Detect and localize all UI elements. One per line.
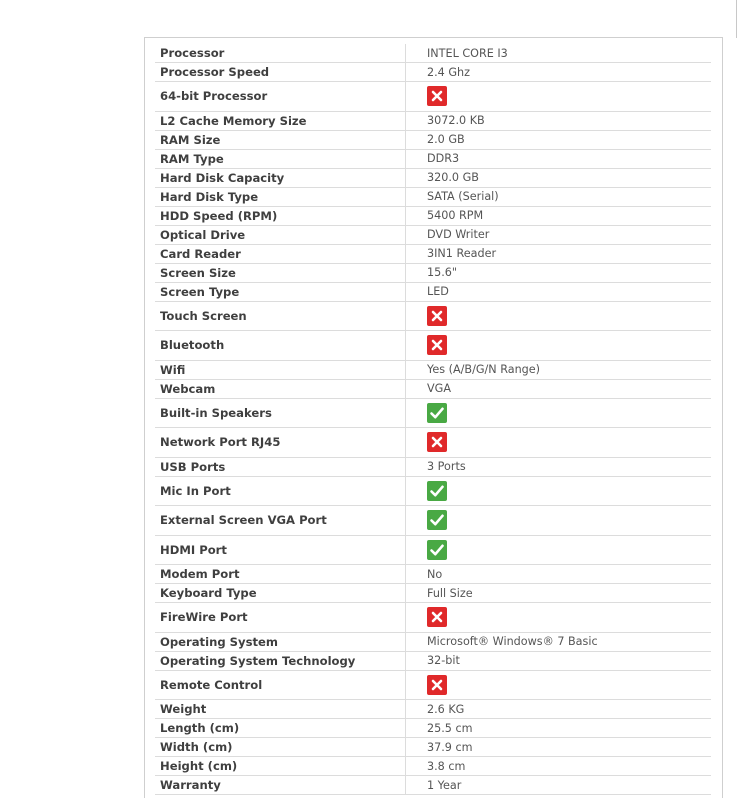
spec-value: 32-bit xyxy=(427,654,460,667)
column-divider xyxy=(405,302,406,331)
column-divider xyxy=(405,458,406,476)
spec-row-operating-system xyxy=(155,633,711,652)
check-icon xyxy=(427,481,447,501)
spec-label: Width (cm) xyxy=(160,740,233,754)
cross-icon xyxy=(427,675,447,695)
spec-label: Hard Disk Capacity xyxy=(160,170,285,185)
spec-value-icon xyxy=(405,607,447,627)
spec-row-wifi xyxy=(155,361,711,380)
spec-value: DVD Writer xyxy=(427,228,490,241)
column-divider xyxy=(405,603,406,632)
cross-icon xyxy=(427,306,447,326)
spec-row-height-cm xyxy=(155,757,711,776)
spec-value: 320.0 GB xyxy=(427,171,479,184)
spec-label: External Screen VGA Port xyxy=(160,513,327,528)
spec-row-hard-disk-type xyxy=(155,188,711,207)
spec-value: DDR3 xyxy=(427,152,460,165)
spec-value: SATA (Serial) xyxy=(427,190,499,203)
spec-row-length-cm xyxy=(155,719,711,738)
cross-icon xyxy=(427,607,447,627)
spec-label: L2 Cache Memory Size xyxy=(160,113,307,128)
spec-value: 3IN1 Reader xyxy=(427,247,497,260)
spec-value: Yes (A/B/G/N Range) xyxy=(427,363,541,376)
spec-row-webcam xyxy=(155,380,711,399)
column-divider xyxy=(405,380,406,398)
column-divider xyxy=(405,245,406,263)
spec-label: Operating System Technology xyxy=(160,653,356,668)
cross-icon xyxy=(427,335,447,355)
spec-row-processor xyxy=(155,44,711,63)
spec-value: 2.6 KG xyxy=(427,702,465,716)
column-divider xyxy=(405,331,406,360)
spec-row-mic-in-port xyxy=(155,477,711,507)
spec-value: VGA xyxy=(427,382,451,395)
check-icon xyxy=(427,540,447,560)
column-divider xyxy=(405,82,406,111)
spec-label: RAM Type xyxy=(160,151,224,166)
spec-value-icon xyxy=(405,481,447,501)
spec-row-screen-size xyxy=(155,264,711,283)
column-divider xyxy=(405,719,406,737)
spec-value: LED xyxy=(427,285,449,298)
spec-label: 64-bit Processor xyxy=(160,89,268,104)
spec-label: Screen Type xyxy=(160,284,240,299)
spec-row-firewire-port xyxy=(155,603,711,633)
spec-label: Processor Speed xyxy=(160,65,270,79)
spec-row-screen-type xyxy=(155,283,711,302)
column-divider xyxy=(405,63,406,81)
spec-label: Warranty xyxy=(160,778,221,792)
spec-value-icon xyxy=(405,675,447,695)
spec-value: 2.4 Ghz xyxy=(427,65,470,79)
spec-label: Keyboard Type xyxy=(160,586,257,600)
spec-value: 3.8 cm xyxy=(427,759,466,773)
cross-icon xyxy=(427,86,447,106)
column-divider xyxy=(405,565,406,583)
spec-value: 5400 RPM xyxy=(427,209,484,222)
column-divider xyxy=(405,700,406,718)
spec-row-warranty xyxy=(155,776,711,795)
spec-value: Full Size xyxy=(427,586,473,600)
spec-value: 2.0 GB xyxy=(427,133,465,146)
column-divider xyxy=(405,428,406,457)
spec-label: HDMI Port xyxy=(160,542,227,557)
spec-label: USB Ports xyxy=(160,459,226,474)
spec-value-icon xyxy=(405,540,447,560)
column-divider xyxy=(405,477,406,506)
spec-value: 1 Year xyxy=(427,778,462,792)
spec-value: No xyxy=(427,567,443,581)
spec-value-icon xyxy=(405,86,447,106)
spec-row-weight xyxy=(155,700,711,719)
spec-panel xyxy=(144,37,723,798)
spec-label: Wifi xyxy=(160,362,186,377)
spec-label: Operating System xyxy=(160,634,278,649)
spec-value-icon xyxy=(405,335,447,355)
spec-value-icon xyxy=(405,432,447,452)
spec-row-bluetooth xyxy=(155,331,711,361)
spec-label: Touch Screen xyxy=(160,308,247,323)
spec-row-remote-control xyxy=(155,671,711,701)
spec-label: Mic In Port xyxy=(160,483,231,498)
spec-label: Card Reader xyxy=(160,246,241,261)
spec-label: FireWire Port xyxy=(160,610,248,625)
cross-icon xyxy=(427,432,447,452)
spec-row-width-cm xyxy=(155,738,711,757)
spec-row-built-in-speakers xyxy=(155,399,711,429)
spec-label: Bluetooth xyxy=(160,338,225,353)
column-divider xyxy=(405,652,406,670)
spec-value: INTEL CORE I3 xyxy=(427,46,508,60)
spec-label: Height (cm) xyxy=(160,759,238,773)
spec-label: Network Port RJ45 xyxy=(160,435,281,450)
spec-label: Webcam xyxy=(160,381,216,396)
column-divider xyxy=(405,207,406,225)
spec-row-64-bit-processor xyxy=(155,82,711,112)
column-divider xyxy=(405,226,406,244)
column-divider xyxy=(405,633,406,651)
spec-label: Weight xyxy=(160,702,207,716)
column-divider xyxy=(405,757,406,775)
spec-row-usb-ports xyxy=(155,458,711,477)
spec-row-optical-drive xyxy=(155,226,711,245)
spec-row-hard-disk-capacity xyxy=(155,169,711,188)
spec-value: 25.5 cm xyxy=(427,721,473,735)
spec-row-keyboard-type xyxy=(155,584,711,603)
spec-row-hdmi-port xyxy=(155,536,711,566)
spec-row-hdd-speed-rpm xyxy=(155,207,711,226)
spec-table xyxy=(155,44,711,795)
spec-row-ram-size xyxy=(155,131,711,150)
column-divider xyxy=(405,188,406,206)
spec-label: Modem Port xyxy=(160,567,240,581)
column-divider xyxy=(405,169,406,187)
check-icon xyxy=(427,510,447,530)
spec-value: 3 Ports xyxy=(427,460,466,473)
spec-label: Hard Disk Type xyxy=(160,189,259,204)
spec-value: 15.6" xyxy=(427,266,458,279)
column-divider xyxy=(405,131,406,149)
spec-label: Screen Size xyxy=(160,265,236,280)
column-divider xyxy=(405,264,406,282)
column-divider xyxy=(405,399,406,428)
spec-value: 37.9 cm xyxy=(427,740,473,754)
spec-row-operating-system-technology xyxy=(155,652,711,671)
column-divider xyxy=(405,506,406,535)
spec-value-icon xyxy=(405,403,447,423)
spec-row-processor-speed xyxy=(155,63,711,82)
column-divider xyxy=(405,776,406,794)
spec-row-ram-type xyxy=(155,150,711,169)
column-divider xyxy=(405,283,406,301)
column-divider xyxy=(405,150,406,168)
spec-row-touch-screen xyxy=(155,302,711,332)
spec-label: Built-in Speakers xyxy=(160,405,272,420)
spec-value: 3072.0 KB xyxy=(427,114,485,127)
spec-row-external-screen-vga-port xyxy=(155,506,711,536)
spec-row-modem-port xyxy=(155,565,711,584)
spec-value: Microsoft® Windows® 7 Basic xyxy=(427,635,598,648)
spec-label: Length (cm) xyxy=(160,721,240,735)
column-divider xyxy=(405,536,406,565)
spec-value-icon xyxy=(405,510,447,530)
spec-value-icon xyxy=(405,306,447,326)
spec-label: HDD Speed (RPM) xyxy=(160,208,278,223)
spec-label: Processor xyxy=(160,46,225,60)
spec-row-card-reader xyxy=(155,245,711,264)
spec-row-l2-cache-memory-size xyxy=(155,112,711,131)
spec-label: Optical Drive xyxy=(160,227,246,242)
spec-label: RAM Size xyxy=(160,132,221,147)
column-divider xyxy=(405,738,406,756)
column-divider xyxy=(405,44,406,62)
column-divider xyxy=(405,112,406,130)
spec-row-network-port-rj45 xyxy=(155,428,711,458)
check-icon xyxy=(427,403,447,423)
column-divider xyxy=(405,671,406,700)
column-divider xyxy=(405,361,406,379)
spec-label: Remote Control xyxy=(160,677,263,692)
column-divider xyxy=(405,584,406,602)
